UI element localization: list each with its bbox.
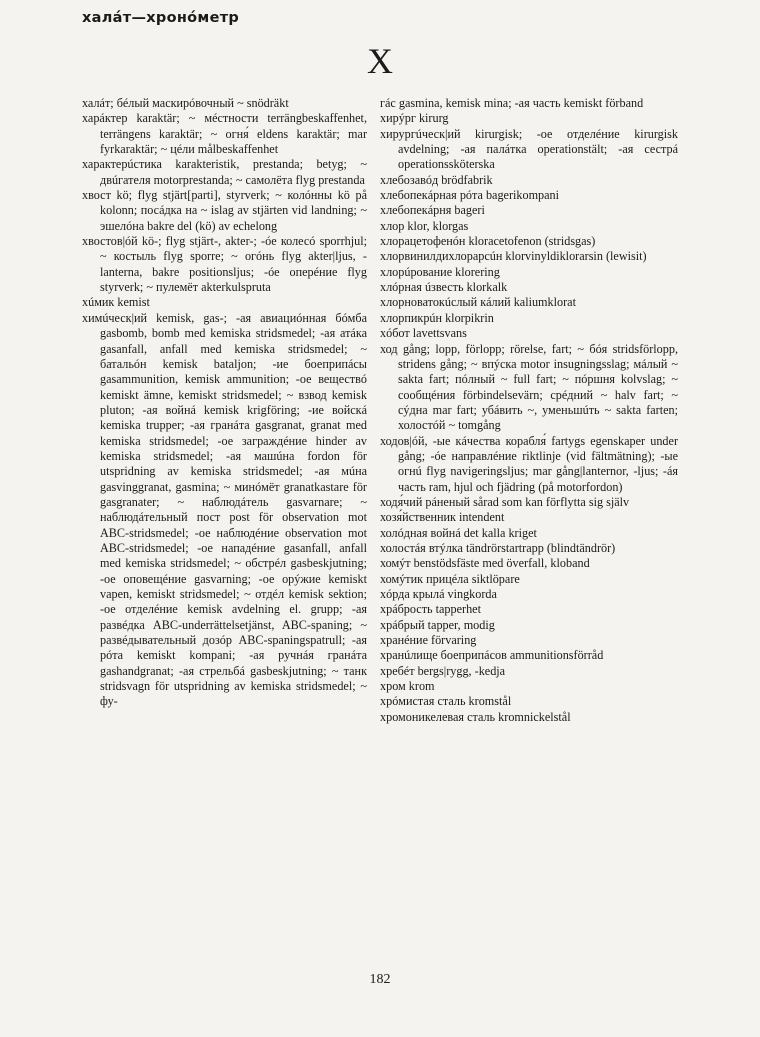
running-head: халáт—хронóметр <box>82 10 240 26</box>
dictionary-entry: хранéние förvaring <box>380 633 477 648</box>
dictionary-entry: хлорвинилдихлорарсúн klorvinyldiklorarsin (lewisit) <box>380 249 647 264</box>
dictionary-entry: хóбот lavettsvans <box>380 326 467 341</box>
dictionary-entry: хлорпикрúн klorpikrin <box>380 310 494 325</box>
dictionary-entry: хлорацетофенóн kloracetofenon (stridsgas) <box>380 234 596 249</box>
dictionary-entry: гáс gasmina, kemisk mina; -ая часть kemiskt förband <box>380 96 644 110</box>
dictionary-entry: хлебопекáрня bageri <box>380 203 485 218</box>
dictionary-entry: хозя́йственник intendent <box>380 510 505 525</box>
dictionary-entry: хлорúрование klorering <box>380 264 500 279</box>
dictionary-entry: холостáя втýлка tändrörstartrapp (blindtändrör) <box>380 540 616 555</box>
dictionary-entry: ход gång; lopp, förlopp; rörelse, fart; ~ бóя stridsförlopp, stridens gång; ~ впýска motor insugningsslag; мáлый ~ sakta fart; пóлный ~ full fart; ~ пóршня kolvslag; ~ сообщéния förbindelsevärn; срéдний ~ halv fart; ~ сýдна mar fart; убáвить ~, уменьшúть ~ sakta farten; холостóй ~ tomgång <box>380 341 678 433</box>
dictionary-entry: хомýтик прицéла siktlöpare <box>380 571 520 586</box>
dictionary-entry: хлорноватокúслый кáлий kaliumklorat <box>380 295 576 310</box>
dictionary-entry: хлóрная úзвесть klorkalk <box>380 280 508 295</box>
dictionary-entry: хрáбрый tapper, modig <box>380 617 495 632</box>
section-letter: X <box>367 41 393 81</box>
dictionary-entry: хромоникелевая сталь kromnickelstål <box>380 709 571 724</box>
dictionary-entry: хрáбрость tapperhet <box>380 602 481 617</box>
dictionary-entry: хребéт bergs|rygg, -kedja <box>380 663 506 678</box>
dictionary-entry: хóрда крылá vingkorda <box>380 587 497 601</box>
dictionary-entry: химúческ|ий kemisk, gas-; -ая авиациóнная бóмба gasbomb, bomb med kemiska stridsmedel; -ая атáка gasanfall, anfall med kemiska stridsmedel; ~ батальóн kemisk bataljon; -ие боеприпáсы gasammunition, kemisk ammunition; -ое веществó kemiskt ämne, kemiskt stridsmedel; ~ взвод kemisk pluton; -ая войнá kemisk krigföring; -ие войскá kemiska trupper; -ая гранáта gasgranat, granat med kemiska stridsmedel; -ое заграждéние hinder av kemiska stridsmedel; -ая машúна fordon för utspridning av kemiska stridsmedel; -ая мúна gasvinggranat, gasmina; ~ минóмёт granatkastare för gasgranater; ~ наблюдáтель gasvarnare; ~ наблюдáтельный пост post för observation mot ABC-stridsmedel; -ое наблюдéние observation mot ABC-stridsmedel; -ое нападéние gasanfall, anfall med kemiska stridsmedel; ~ обстрéл gasbeskjutning; -ое оповещéние gasvarning; -ое орýжие kemiskt vapen, kemiskt stridsmedel; ~ отдéл kemisk sektion; -ое отделéние kemisk avdelning el. grupp; -ая развéдка ABC-underrättelsetjänst, ABC-spaning; ~ развéдывательный дозóр ABC-spaningspatrull; -ая рóта kemiskt kompani; -ая ручнáя гранáта gashandgranat; -ая стрельбá gasbeskjutning; ~ танк stridsvagn för utspridning av kemiska stridsmedel; ~ фу- <box>82 310 367 709</box>
dictionary-entry: ходов|óй, -ые кáчества корабля́ fartygs egenskaper under gång; -óе направлéние riktlinje (vid fältmätning); -ые огнú flyg navigeringsljus; mar gång|lanternor, -ljus; -áя часть ram, hjul och fjädring (på motorfordon) <box>380 433 678 494</box>
right-column <box>380 96 678 725</box>
dictionary-entry: хлебозавóд brödfabrik <box>380 172 493 187</box>
dictionary-entry: хвост kö; flyg stjärt[parti], styrverk; ~ колóнны kö på kolonn; посáдка на ~ islag av stjärten vid landning; ~ эшелóна bakre del (kö) av echelong <box>82 188 367 233</box>
dictionary-entry: хúмик kemist <box>82 295 150 310</box>
dictionary-entry: харáктер karaktär; ~ мéстности terrängbeskaffenhet, terrängens karaktär; ~ огня́ eldens karaktär; mar fyrkaraktär; ~ цéли målbeskaffenhet <box>82 111 367 157</box>
dictionary-entry: хлебопекáрная рóта bagerikompani <box>380 188 560 203</box>
dictionary-entry: хрóмистая сталь kromstål <box>380 694 512 709</box>
dictionary-entry: хром krom <box>380 679 435 694</box>
dictionary-entry: хвостов|óй kö-; flyg stjärt-, akter-; -óе колесó sporrhjul; ~ костыль flyg sporre; ~ огóнь flyg akter|ljus, -lanterna, bakre positionsljus; -óе оперéние flyg styrverk; ~ пулемёт akterkulspruta <box>82 234 367 295</box>
dictionary-entry: хомýт benstödsfäste med överfall, kloband <box>380 556 590 571</box>
dictionary-entry: хлор klor, klorgas <box>380 218 469 233</box>
dictionary-entry: хирýрг kirurg <box>380 111 449 126</box>
dictionary-entry: халáт; бéлый маскирóвочный ~ snödräkt <box>82 96 289 110</box>
dictionary-entry: холóдная войнá det kalla kriget <box>380 525 537 540</box>
dictionary-entry: хирургúческ|ий kirurgisk; -ое отделéние kirurgisk avdelning; -ая палáтка operationstält; -ая сестрá operationssköterska <box>380 126 678 172</box>
dictionary-entry: хранúлище боеприпáсов ammunitionsförråd <box>380 648 604 663</box>
dictionary-entry: характерúстика karakteristik, prestanda; betyg; ~ двúгателя motorprestanda; ~ самолёта flyg prestanda <box>82 157 367 187</box>
left-column <box>82 96 367 710</box>
dictionary-entry: ходя́чий рáненый sårad som kan förflytta sig själv <box>380 494 630 509</box>
page-number: 182 <box>369 972 391 987</box>
